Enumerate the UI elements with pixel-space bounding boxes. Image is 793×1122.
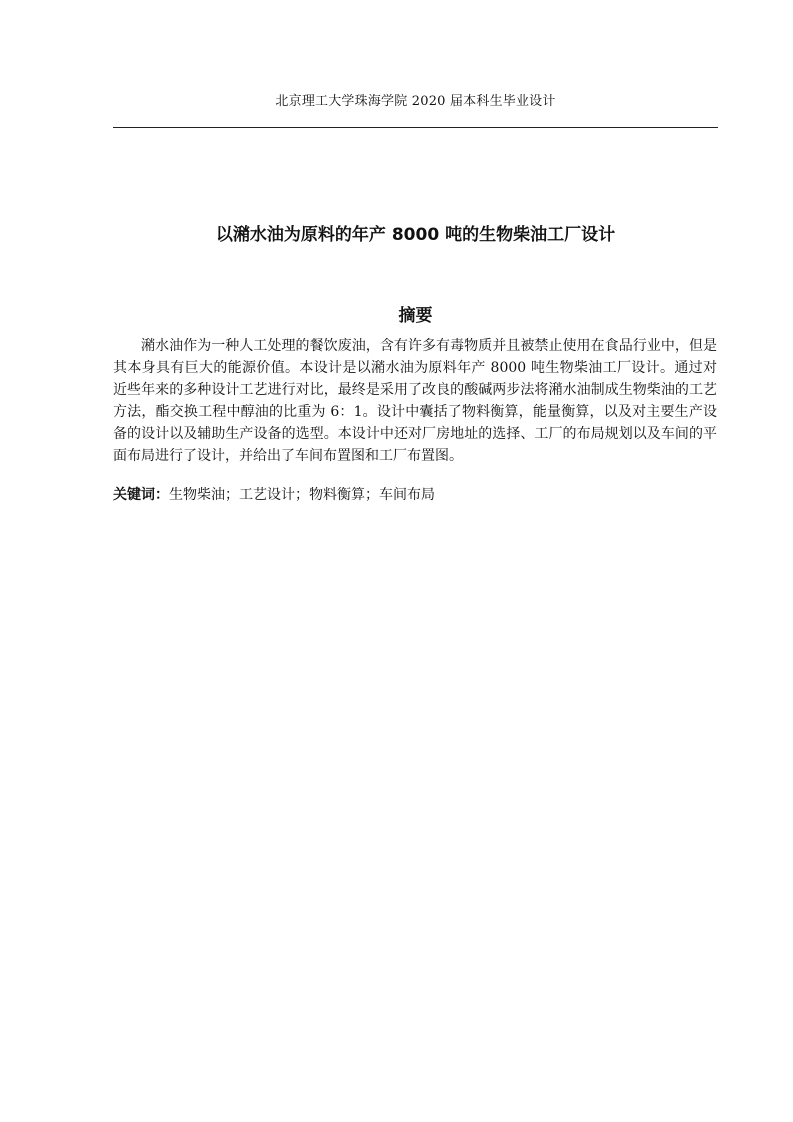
abstract-heading: 摘要 (398, 306, 433, 326)
document-title: 以潲水油为原料的年产 8000 吨的生物柴油工厂设计 (215, 225, 616, 245)
abstract-body: 潲水油作为一种人工处理的餐饮废油，含有许多有毒物质并且被禁止使用在食品行业中，但是其本身具有巨大的能源价值。本设计是以潲水油为原料年产 8000 吨生物柴油工厂设计。通过对近些年来的多种设计工艺进行对比，最终是采用了改良的酸碱两步法将潲水油制成生物柴油的工艺方法，酯交换工程中醇油的比重为 6：1。设计中囊括了物料衡算，能量衡算，以及对主要生产设备的设计以及辅助生产设备的选型。本设计中还对厂房地址的选择、工厂的布局规划以及车间的平面布局进行了设计，并给出了车间布置图和工厂布置图。 (113, 338, 717, 464)
running-header: 北京理工大学珠海学院 2020 届本科生毕业设计 (275, 94, 556, 109)
keywords-line (113, 484, 717, 506)
header-divider (113, 127, 718, 128)
keywords-text: 生物柴油；工艺设计；物料衡算；车间布局 (169, 487, 435, 503)
keywords-label: 关键词： (113, 487, 169, 503)
